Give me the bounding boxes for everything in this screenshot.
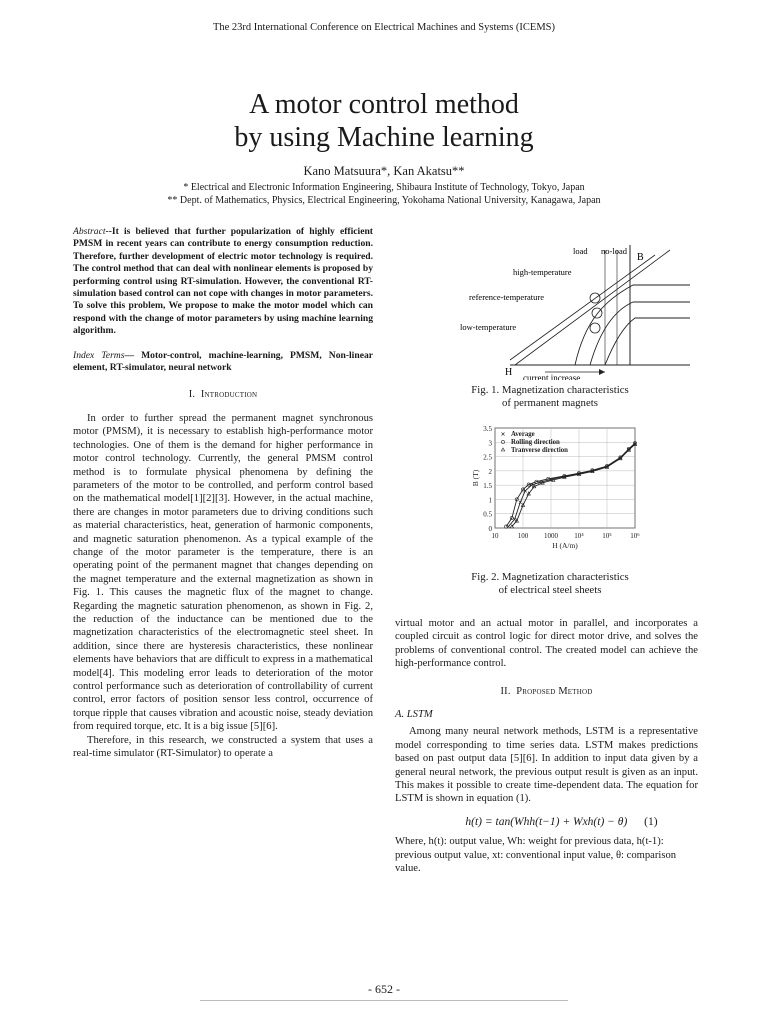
- y-tick-label: 3.5: [483, 425, 492, 433]
- subsection-lstm: A. LSTM: [395, 709, 433, 721]
- equation-body: h(t) = tan(Whh(t−1) + Wxh(t) − θ): [465, 815, 628, 828]
- index-terms-label: Index Terms: [73, 349, 125, 361]
- fig1-curve-low: [605, 318, 690, 365]
- fig1-label-ref: reference-temperature: [469, 292, 545, 302]
- equation-1: [425, 816, 698, 829]
- footer-rule: [200, 1000, 568, 1001]
- y-axis-label: B (T): [471, 469, 480, 487]
- legend-entry: Average: [511, 431, 535, 438]
- paper-title: [0, 88, 768, 154]
- abstract: [73, 226, 373, 338]
- section-title: Proposed Method: [516, 685, 593, 697]
- title-line-2: by using Machine learning: [234, 122, 534, 153]
- authors: Kano Matsuura*, Kan Akatsu**: [303, 164, 465, 178]
- legend-entry: Rolling direction: [511, 439, 560, 446]
- figure-1-caption: [390, 384, 710, 410]
- fig1-label-H: H: [505, 367, 513, 378]
- conference-header: The 23rd International Conference on Electrical Machines and Systems (ICEMS): [212, 22, 556, 33]
- fig1-label-current: current increase: [523, 373, 581, 380]
- page-number: - 652 -: [368, 982, 400, 996]
- series-line: [506, 443, 635, 526]
- right-paragraph-1: virtual motor and an actual motor in parallel, and incorporates a coupled circuit as control logic for direct motor drive, and solves the problems of conventional control. The created model can achieve the high-performance control.: [395, 618, 698, 670]
- fig1-label-high: high-temperature: [513, 267, 572, 277]
- figure-2-chart: [470, 420, 680, 555]
- fig1-arrow-head: [599, 369, 605, 375]
- x-tick-label: 10⁶: [630, 532, 640, 540]
- fig2-caption-line-2: of electrical steel sheets: [498, 584, 602, 596]
- section-number: I.: [188, 389, 196, 401]
- x-tick-label: 10⁵: [602, 532, 612, 540]
- section-heading-proposed-method: [395, 685, 698, 698]
- x-axis-label: H (A/m): [552, 541, 578, 550]
- x-tick-label: 1000: [544, 532, 558, 540]
- y-tick-label: 2.5: [483, 453, 492, 462]
- intro-paragraph-2: Therefore, in this research, we constructed a system that uses a real-time simulator (RT-Simulator) to operate a: [73, 734, 373, 760]
- legend-marker: [502, 433, 505, 436]
- figure-2-caption: [390, 571, 710, 597]
- y-tick-label: 1: [488, 496, 492, 505]
- fig1-label-low: low-temperature: [460, 322, 517, 332]
- figure-1-diagram: [455, 240, 700, 380]
- index-terms-text: — Motor-control, machine-learning, PMSM, Non-linear element, RT-simulator, neural network: [73, 349, 374, 374]
- fig2-caption-line-1: Fig. 2. Magnetization characteristics: [471, 571, 629, 583]
- equation-number: (1): [644, 815, 658, 828]
- affiliation-1: * Electrical and Electronic Information Engineering, Shibaura Institute of Technology, Tokyo, Japan: [183, 182, 585, 193]
- index-terms: [73, 350, 373, 375]
- x-tick-label: 10: [491, 532, 499, 540]
- y-tick-label: 3: [488, 439, 492, 448]
- fig1-caption-line-1: Fig. 1. Magnetization characteristics: [471, 384, 629, 396]
- abstract-label: Abstract: [73, 226, 106, 237]
- fig1-label-load: load: [573, 246, 588, 256]
- y-tick-label: 2: [488, 467, 492, 476]
- section-number: II.: [500, 685, 511, 697]
- y-tick-label: 0: [488, 525, 492, 533]
- legend-marker: [501, 440, 504, 443]
- fig1-operating-point-2: [592, 308, 602, 318]
- fig1-operating-point-3: [590, 323, 600, 333]
- y-tick-label: 1.5: [483, 482, 492, 491]
- right-column: [395, 617, 698, 876]
- title-line-1: A motor control method: [249, 89, 519, 120]
- x-tick-label: 100: [517, 532, 529, 540]
- section-title: Introduction: [200, 389, 258, 401]
- affiliation-2: ** Dept. of Mathematics, Physics, Electrical Engineering, Yokohama National University, Kanagawa, Japan: [167, 195, 601, 206]
- legend-entry: Tranverse direction: [511, 447, 568, 454]
- fig1-label-noload: no-load: [601, 246, 627, 256]
- intro-paragraph-1: In order to further spread the permanent magnet synchronous motor (PMSM), it is necessary to establish high-performance motor technologies. One of them is the demand for higher performance in motor control technology. Currently, the general PMSM control method is to formulate physical phenomena by defining the parameters of the motor to be controlled, and perform control based on the mathematical model[1][2][3]. However, in the actual machine, there are changes in motor parameters due to driving conditions such as material characteristics, heat, generation of harmonic components, and magnetic saturation phenomenon. As a typical example of the change of the motor parameter is the temperature, there is an operating point of the permanent magnet that changes depending on the magnet temperature and the external magnetization as shown in Fig. 1. This causes the magnetic flux of the magnet to change. Regarding the magnetic saturation phenomenon, as shown in Fig. 2, the reduction of the inductance can be mentioned due to the magnetization characteristics of the electromagnetic steel sheet. In addition, since there are hysteresis characteristics, these nonlinear elements have behaviors that are difficult to express in a mathematical model[4]. This modeling error leads to deterioration of the motor control performance such as deterioration of controllability of current control, error factors of position sensor less control, occurrence of torque ripple that causes vibration and acoustic noise, steady deviation from required torque, etc. It is a big issue [5][6].: [73, 412, 373, 733]
- x-tick-label: 10⁴: [574, 532, 584, 540]
- lstm-paragraph: Among many neural network methods, LSTM is a representative model corresponding to time series data. LSTM makes predictions based on past output data [5][6]. In addition to input data given by a general neural network, the previous output result is given as an input. This makes it possible to create time-dependent data. The equation for LSTM is shown in equation (1).: [395, 726, 698, 805]
- fig1-curve-high: [575, 285, 690, 365]
- section-heading-introduction: [73, 388, 373, 401]
- y-tick-label: 0.5: [483, 510, 492, 519]
- legend-marker: [501, 448, 504, 451]
- left-column: [73, 226, 373, 760]
- where-paragraph: Where, h(t): output value, Wh: weight for previous data, h(t-1): previous output value, xt: conventional input value, θ: comparison value.: [395, 836, 677, 875]
- fig1-label-B: B: [637, 252, 644, 263]
- abstract-text: --It is believed that further popularization of highly efficient PMSM in recent years can contribute to energy consumption reduction. Therefore, further development of electric motor technology is required. The control method that can deal with nonlinear elements is proposed by performing control using RT-simulation. However, the conventional RT-simulation based control can not cope with changes in motor parameters. To solve this problem, We propose to make the motor model which can respond with the change of motor parameters by using machine learning algorithm.: [73, 226, 373, 337]
- fig1-caption-line-2: of permanent magnets: [502, 397, 598, 409]
